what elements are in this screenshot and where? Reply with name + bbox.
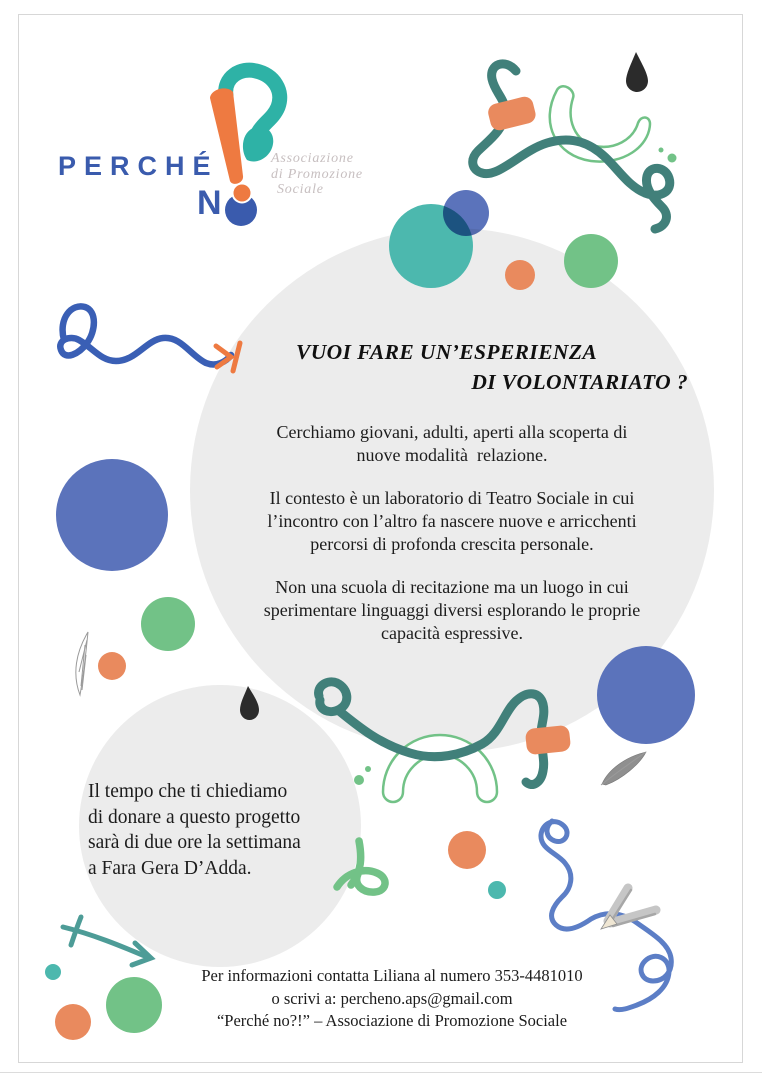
paragraph [250, 487, 654, 556]
orange-circle [505, 260, 535, 290]
time-line: a Fara Gera D’Adda. [88, 857, 252, 879]
orange-circle [448, 831, 486, 869]
paragraph [250, 421, 654, 467]
green-circle [564, 234, 618, 288]
blue-circle [443, 190, 489, 236]
feather-icon-left [76, 632, 88, 695]
squiggle-cluster-top-right [473, 52, 677, 229]
orange-circle [55, 1004, 91, 1040]
teal-dot [45, 964, 61, 980]
question-mark-tail [243, 127, 273, 162]
green-dot [365, 766, 371, 772]
tagline-line: di Promozione [271, 166, 363, 182]
logo-wordmark-perche: PERCHÉ [58, 151, 219, 181]
ink-drop-icon-top [626, 52, 648, 92]
feather-icon-bottom [601, 752, 646, 785]
pencil-icon [601, 888, 656, 929]
paragraph [250, 576, 654, 645]
heading-line: DI VOLONTARIATO ? [471, 370, 688, 394]
green-dot [659, 148, 664, 153]
tagline-line: Associazione [271, 151, 354, 166]
blue-circle-large [56, 459, 168, 571]
sprout-cluster [337, 831, 506, 899]
orange-bead [525, 725, 571, 755]
body-line: percorsi di profonda crescita personale. [310, 534, 594, 554]
heading-line: VUOI FARE UN’ESPERIENZA [296, 340, 598, 364]
green-dot [354, 775, 364, 785]
time-commitment-text [88, 779, 301, 881]
circle-cluster-left [56, 459, 195, 695]
body-line: Cerchiamo giovani, adulti, aperti alla scoperta di [276, 422, 628, 442]
time-line: sarà di due ore la settimana [88, 832, 301, 853]
body-line: capacità espressive. [381, 623, 523, 643]
orange-bead [486, 95, 537, 132]
exclamation-dot [233, 184, 252, 203]
contact-line-association: “Perché no?!” – Associazione di Promozione Sociale [216, 1011, 568, 1030]
tagline-line: Sociale [277, 182, 324, 197]
body-line: Il contesto è un laboratorio di Teatro Sociale in cui [269, 488, 635, 508]
blue-squiggle-icon [60, 306, 231, 364]
body-line: Non una scuola di recitazione ma un luogo in cui [275, 577, 629, 597]
orange-circle [98, 652, 126, 680]
time-line: di donare a questo progetto [88, 806, 301, 828]
logo-tagline [271, 151, 363, 198]
logo-wordmark-no-n: N [197, 184, 222, 222]
contact-info [92, 965, 692, 1033]
contact-line-email: o scrivi a: percheno.aps@gmail.com [271, 988, 513, 1008]
contact-line-phone: Per informazioni contatta Liliana al numero 353-4481010 [201, 966, 583, 985]
main-body-text [250, 421, 654, 665]
time-line: Il tempo che ti chiediamo [88, 781, 288, 802]
squiggle-arrow-left [60, 306, 240, 371]
body-line: nuove modalità relazione. [356, 445, 548, 465]
teal-dot [488, 881, 506, 899]
body-line: sperimentare linguaggi diversi esplorando le proprie [263, 600, 641, 620]
main-heading [296, 337, 688, 397]
green-circle [141, 597, 195, 651]
body-line: l’incontro con l’altro fa nascere nuove e arricchenti [267, 511, 637, 531]
green-dot [668, 154, 677, 163]
